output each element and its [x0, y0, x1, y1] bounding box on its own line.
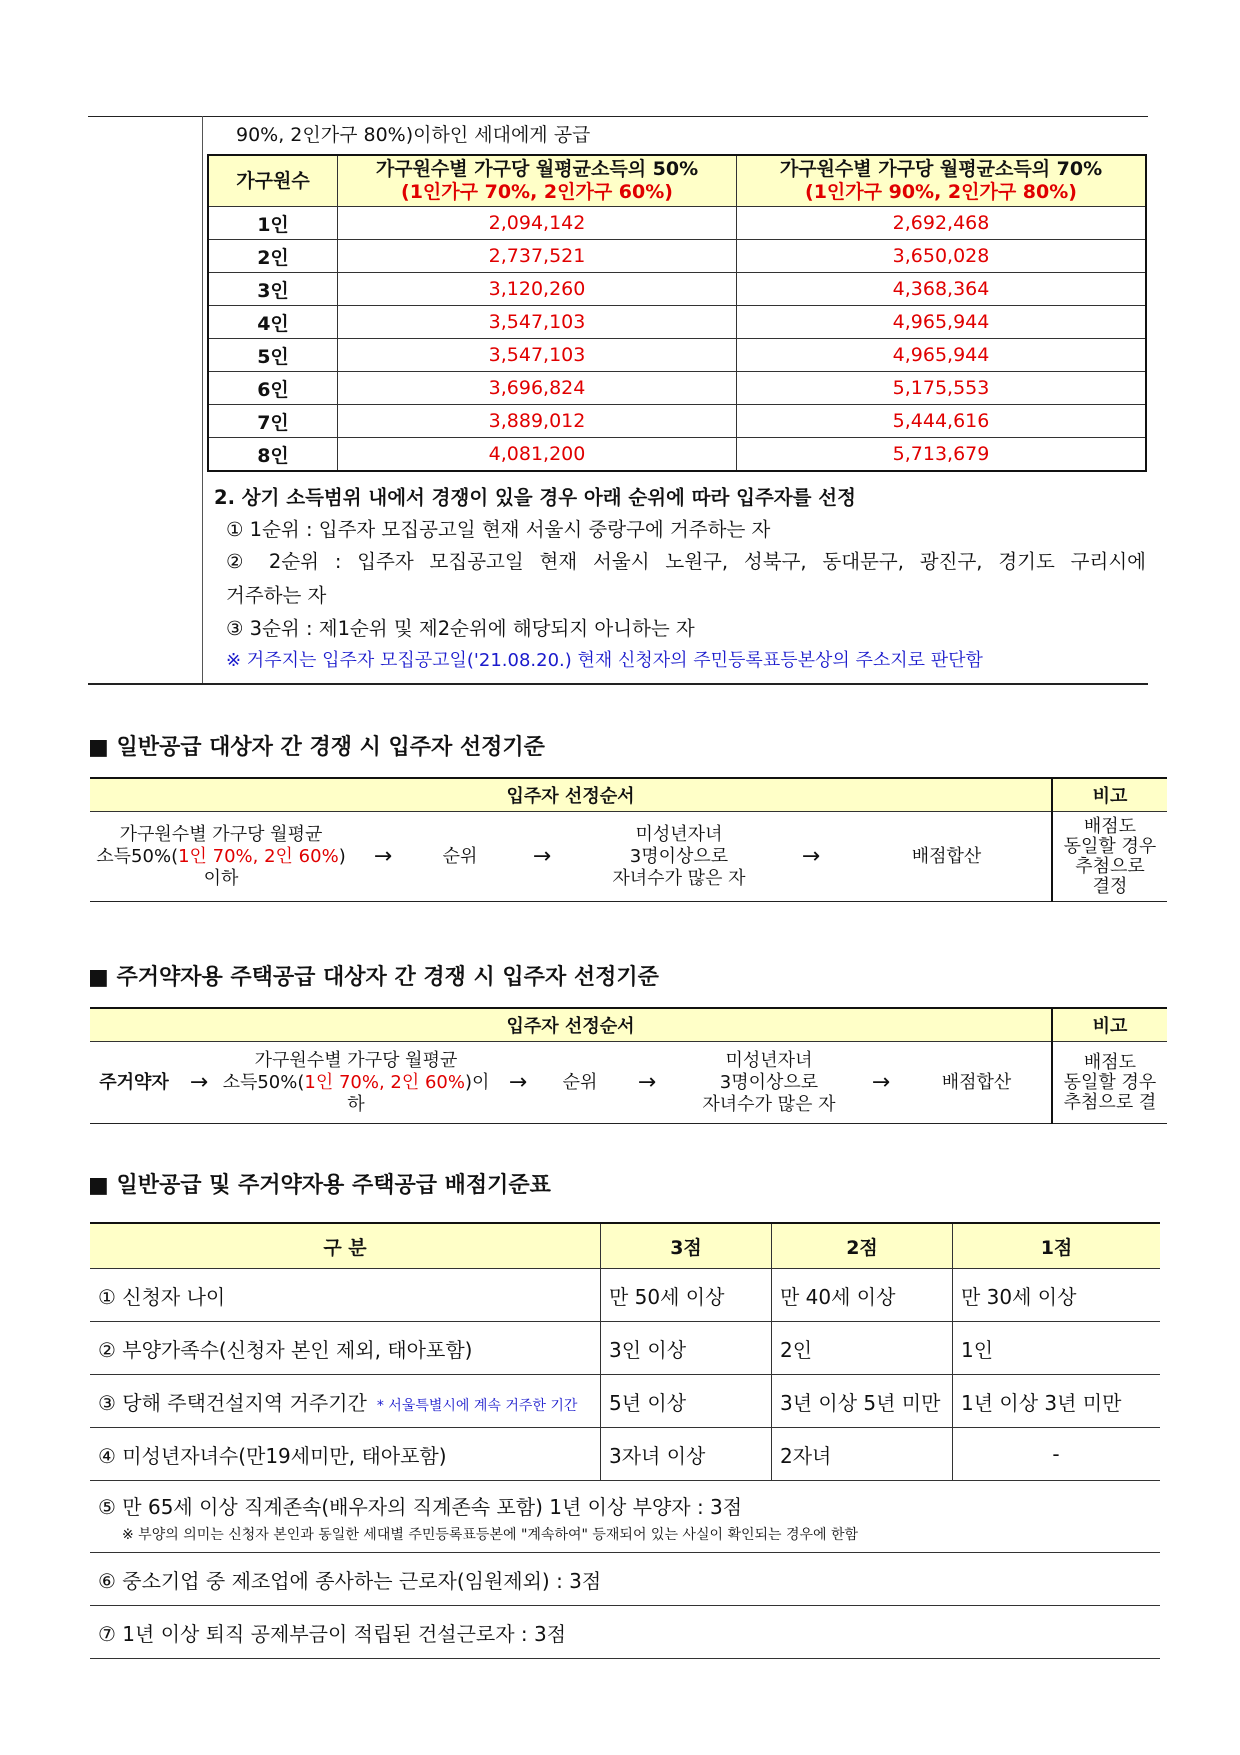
score-item6: ⑥ 중소기업 중 제조업에 종사하는 근로자(임원제외) : 3점	[90, 1553, 1160, 1606]
income-cell-p50: 3,547,103	[338, 306, 737, 339]
flow2-step-weak: 주거약자	[99, 1071, 169, 1093]
score-cell-p3: 5년 이상	[601, 1375, 772, 1428]
score-row	[90, 1322, 1160, 1375]
flow2-step-score: 배점합산	[941, 1071, 1012, 1093]
flow2-arrow-2: →	[637, 1069, 657, 1095]
income-cell-p70: 4,368,364	[737, 273, 1147, 306]
score-cell-p2: 2자녀	[772, 1428, 953, 1481]
score-cell-p3: 만 50세 이상	[601, 1269, 772, 1322]
weak-housing-flow-table	[90, 1007, 1167, 1124]
score-item5: ⑤ 만 65세 이상 직계존속(배우자의 직계존속 포함) 1년 이상 부양자 : 3점 ※ 부양의 의미는 신청자 본인과 동일한 세대별 주민등록표등본에 "계속하여" 등재되어 있는 사실이 확인되는 경우에 한함	[90, 1481, 1160, 1553]
score-cell-p2: 만 40세 이상	[772, 1269, 953, 1322]
income-row	[208, 207, 1146, 240]
flow2-step-children: 미성년자녀 3명이상으로 자녀수가 많은 자	[702, 1049, 836, 1115]
criteria-rank3: ③ 3순위 : 제1순위 및 제2순위에 해당되지 아니하는 자	[226, 617, 695, 640]
header-income-50: 가구원수별 가구당 월평균소득의 50% (1인가구 70%, 2인가구 60%)	[338, 155, 737, 207]
score-label: ④ 미성년자녀수(만19세미만, 태아포함)	[90, 1428, 601, 1481]
general-supply-flow-table	[90, 777, 1167, 902]
income-row	[208, 306, 1146, 339]
score-header-2: 2점	[772, 1223, 953, 1269]
criteria-rank2: ② 2순위 : 입주자 모집공고일 현재 서울시 노원구, 성북구, 동대문구, 광진구, 경기도 구리시에	[226, 550, 1146, 573]
income-cell-p50: 3,120,260	[338, 273, 737, 306]
top-section-bottom-line	[88, 683, 1148, 685]
header-income-70: 가구원수별 가구당 월평균소득의 70% (1인가구 90%, 2인가구 80%)	[737, 155, 1147, 207]
section3-title: ■ 일반공급 및 주거약자용 주택공급 배점기준표	[88, 1173, 551, 1198]
income-row	[208, 240, 1146, 273]
income-cell-p50: 2,094,142	[338, 207, 737, 240]
left-column-divider	[202, 116, 203, 684]
top-divider	[88, 116, 1148, 117]
income-row	[208, 339, 1146, 372]
score-cell-p3: 3인 이상	[601, 1322, 772, 1375]
score-cell-p2: 3년 이상 5년 미만	[772, 1375, 953, 1428]
income-table-header	[208, 155, 1146, 207]
score-header-category: 구 분	[90, 1223, 601, 1269]
income-row	[208, 405, 1146, 438]
income-cell-size: 3인	[208, 273, 338, 306]
income-cell-p50: 4,081,200	[338, 438, 737, 472]
score-cell-p3: 3자녀 이상	[601, 1428, 772, 1481]
flow1-header-note: 비고	[1052, 778, 1167, 812]
intro-text: 90%, 2인가구 80%)이하인 세대에게 공급	[236, 124, 591, 146]
flow2-arrow-1: →	[508, 1069, 528, 1095]
score-cell-p2: 2인	[772, 1322, 953, 1375]
score-row	[90, 1428, 1160, 1481]
income-cell-p50: 2,737,521	[338, 240, 737, 273]
income-cell-p70: 5,175,553	[737, 372, 1147, 405]
section2-title: ■ 주거약자용 주택공급 대상자 간 경쟁 시 입주자 선정기준	[88, 965, 659, 990]
flow2-header-note: 비고	[1052, 1008, 1167, 1042]
income-cell-p70: 5,444,616	[737, 405, 1147, 438]
flow2-note: 배점도 동일할 경우 추첨으로 결	[1052, 1042, 1167, 1124]
flow1-step-rank: 순위	[442, 845, 478, 867]
score-table-header	[90, 1223, 1160, 1269]
income-table	[207, 154, 1147, 472]
income-row	[208, 372, 1146, 405]
flow1-step-income: 가구원수별 가구당 월평균 소득50%(1인 70%, 2인 60%)이하	[96, 823, 346, 889]
score-header-1: 1점	[953, 1223, 1161, 1269]
score-cell-p1: 1인	[953, 1322, 1161, 1375]
income-cell-p50: 3,547,103	[338, 339, 737, 372]
income-cell-p70: 4,965,944	[737, 306, 1147, 339]
income-cell-size: 6인	[208, 372, 338, 405]
score-cell-p1: 1년 이상 3년 미만	[953, 1375, 1161, 1428]
score-header-3: 3점	[601, 1223, 772, 1269]
income-cell-p70: 3,650,028	[737, 240, 1147, 273]
score-table	[90, 1222, 1160, 1659]
score-cell-p1: 만 30세 이상	[953, 1269, 1161, 1322]
income-cell-size: 1인	[208, 207, 338, 240]
flow2-arrow-3: →	[871, 1069, 891, 1095]
flow2-arrow-0: →	[189, 1069, 209, 1095]
income-cell-p50: 3,889,012	[338, 405, 737, 438]
flow1-arrow-3: →	[801, 843, 821, 869]
flow1-arrow-2: →	[532, 843, 552, 869]
criteria-rank2-cont: 거주하는 자	[226, 584, 327, 607]
section1-title: ■ 일반공급 대상자 간 경쟁 시 입주자 선정기준	[88, 735, 545, 760]
income-cell-p70: 5,713,679	[737, 438, 1147, 472]
income-row	[208, 438, 1146, 472]
flow1-step-children: 미성년자녀 3명이상으로 자녀수가 많은 자	[612, 823, 746, 889]
income-cell-p70: 4,965,944	[737, 339, 1147, 372]
income-cell-size: 7인	[208, 405, 338, 438]
flow1-step-score: 배점합산	[911, 845, 982, 867]
score-cell-p1: -	[953, 1428, 1161, 1481]
income-cell-size: 2인	[208, 240, 338, 273]
flow2-step-rank: 순위	[562, 1071, 598, 1093]
income-cell-p50: 3,696,824	[338, 372, 737, 405]
score-label: ③ 당해 주택건설지역 거주기간 * 서울특별시에 계속 거주한 기간	[90, 1375, 601, 1428]
flow1-arrow-1: →	[373, 843, 393, 869]
income-cell-size: 4인	[208, 306, 338, 339]
flow1-header-order: 입주자 선정순서	[90, 778, 1052, 812]
score-label: ② 부양가족수(신청자 본인 제외, 태아포함)	[90, 1322, 601, 1375]
income-cell-size: 5인	[208, 339, 338, 372]
criteria-title: 2. 상기 소득범위 내에서 경쟁이 있을 경우 아래 순위에 따라 입주자를 선정	[214, 486, 856, 509]
score-item7: ⑦ 1년 이상 퇴직 공제부금이 적립된 건설근로자 : 3점	[90, 1606, 1160, 1659]
flow2-step-income: 가구원수별 가구당 월평균 소득50%(1인 70%, 2인 60%)이하	[222, 1049, 490, 1115]
score-label: ① 신청자 나이	[90, 1269, 601, 1322]
criteria-rank1: ① 1순위 : 입주자 모집공고일 현재 서울시 중랑구에 거주하는 자	[226, 518, 771, 541]
score-row	[90, 1375, 1160, 1428]
criteria-note: ※ 거주지는 입주자 모집공고일('21.08.20.) 현재 신청자의 주민등록표등본상의 주소지로 판단함	[226, 650, 983, 671]
income-cell-size: 8인	[208, 438, 338, 472]
income-row	[208, 273, 1146, 306]
header-household-size: 가구원수	[208, 155, 338, 207]
score-row	[90, 1269, 1160, 1322]
flow2-header-order: 입주자 선정순서	[90, 1008, 1052, 1042]
income-cell-p70: 2,692,468	[737, 207, 1147, 240]
flow1-note: 배점도 동일할 경우 추첨으로 결정	[1052, 812, 1167, 902]
